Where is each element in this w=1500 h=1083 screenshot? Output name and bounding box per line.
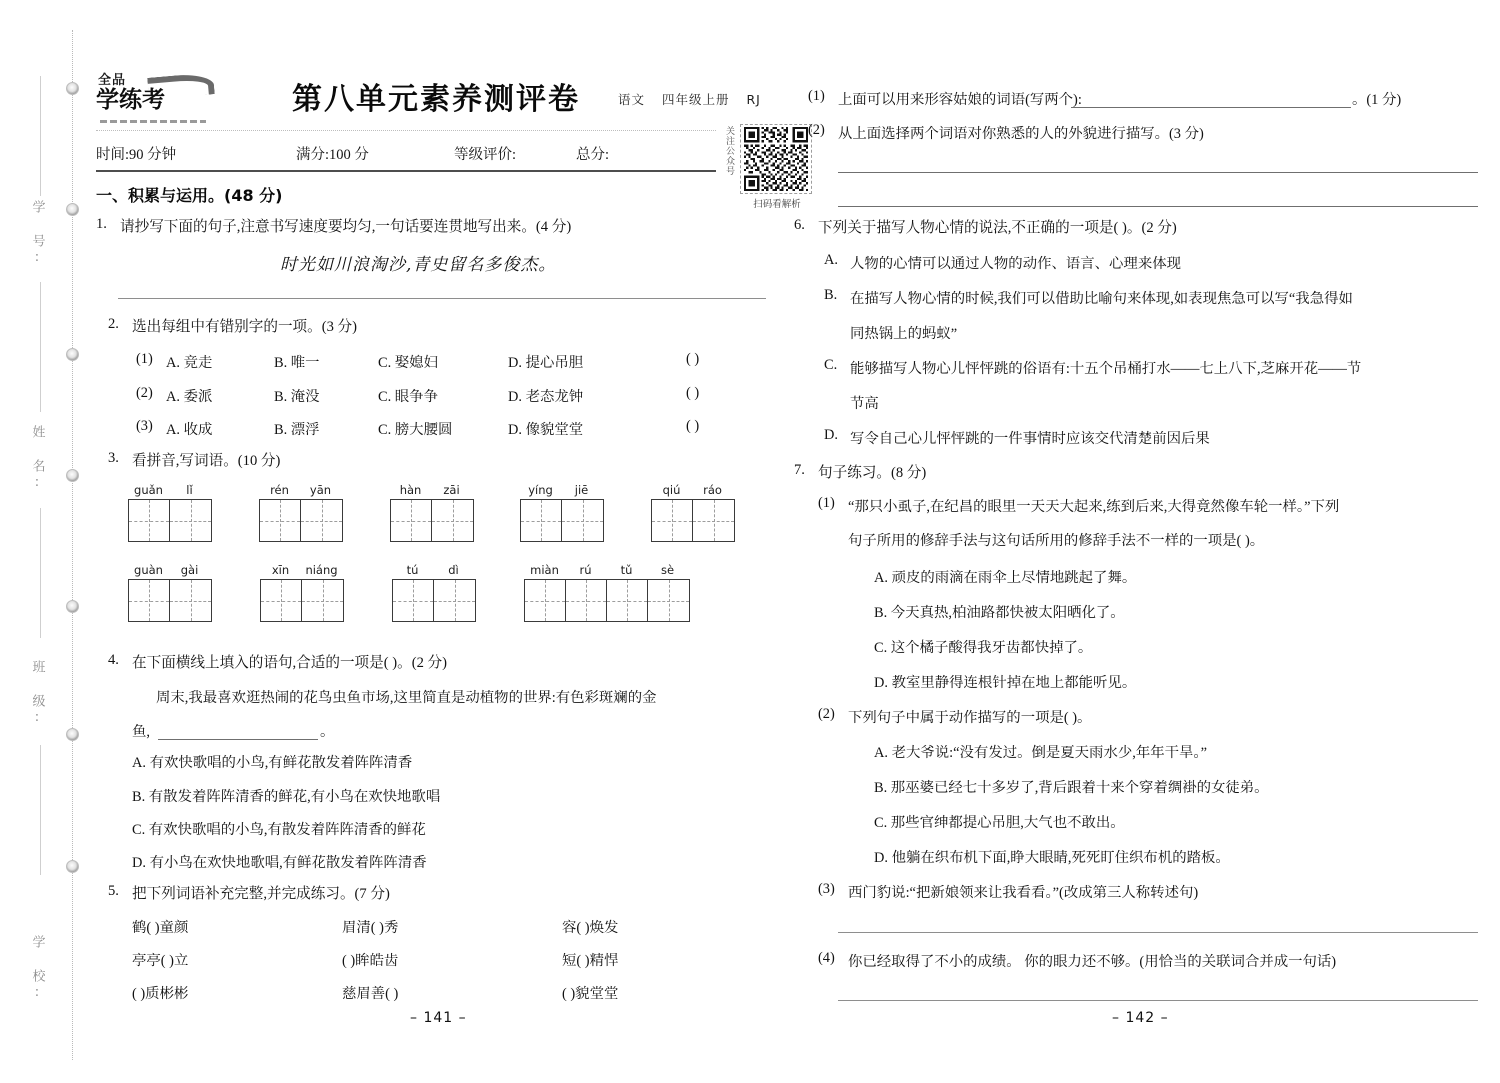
question-5-text: 把下列词语补充完整,并完成练习。(7 分): [132, 886, 390, 902]
question-2-row-label: (1): [136, 351, 153, 367]
character-grid[interactable]: [392, 579, 476, 622]
margin-label: 姓 名:: [29, 425, 45, 493]
character-grid[interactable]: [128, 499, 212, 542]
margin-field-school: [14, 935, 60, 1008]
margin-field-class: [14, 660, 60, 733]
question-6-option-label: A.: [824, 252, 838, 268]
pinyin-word-group[interactable]: [128, 563, 212, 622]
pinyin-syllable: miàn: [530, 563, 559, 577]
question-5-sub2-answer-line[interactable]: [838, 172, 1478, 173]
page-number-right: – 142 –: [1112, 1010, 1169, 1026]
pinyin-syllable: rén: [270, 483, 289, 497]
question-2-option-a[interactable]: A. 委派: [166, 389, 213, 405]
pinyin-syllable: hàn: [399, 483, 422, 497]
pinyin-labels: [128, 483, 212, 499]
question-7-sub1-option[interactable]: A. 顽皮的雨滴在雨伞上尽情地跳起了舞。: [874, 570, 1137, 586]
pinyin-word-group[interactable]: [520, 483, 604, 542]
question-2-option-a[interactable]: A. 竞走: [166, 355, 213, 371]
brand-underbar: [100, 120, 206, 123]
pinyin-labels: [651, 483, 735, 499]
character-cell[interactable]: [301, 500, 342, 541]
question-6-option-b-cont: 同热锅上的蚂蚁”: [850, 326, 958, 342]
subject-name: 语文: [618, 92, 646, 107]
question-5-sub2-answer-line[interactable]: [838, 206, 1478, 207]
character-grid[interactable]: [128, 579, 212, 622]
question-2-option-b[interactable]: B. 淹没: [274, 389, 320, 405]
question-6-number: 6.: [794, 217, 805, 233]
question-4-option[interactable]: C. 有欢快歌唱的小鸟,有散发着阵阵清香的鲜花: [132, 822, 426, 838]
character-cell[interactable]: [652, 500, 693, 541]
question-3-number: 3.: [108, 450, 119, 466]
character-cell[interactable]: [562, 500, 603, 541]
question-6-option-label: B.: [824, 287, 838, 303]
pinyin-grid-row-1[interactable]: [128, 483, 735, 542]
page-141-column: [82, 0, 801, 1083]
question-6-option-c-cont: 节高: [850, 396, 879, 412]
character-cell[interactable]: [129, 580, 170, 621]
question-7-sub3-answer-line[interactable]: [838, 932, 1478, 933]
question-2-answer-blank[interactable]: ( ): [686, 418, 700, 434]
question-2-option-b[interactable]: B. 漂浮: [274, 422, 320, 438]
question-7-sub2-option[interactable]: B. 那巫婆已经七十多岁了,背后跟着十来个穿着绸褂的女徒弟。: [874, 780, 1269, 796]
question-3-text: 看拼音,写词语。(10 分): [132, 453, 281, 469]
page-title: 第八单元素养测评卷: [292, 82, 580, 117]
subject-info: [618, 90, 773, 108]
question-6-option-label: D.: [824, 427, 838, 443]
pinyin-labels: [259, 483, 343, 499]
question-4-blank-line[interactable]: [158, 739, 318, 740]
question-1-answer-line[interactable]: [118, 298, 766, 299]
edition-name: RJ: [746, 92, 761, 107]
pinyin-syllable: tǔ: [620, 563, 633, 577]
pinyin-labels: [392, 563, 476, 579]
question-5-sub2-label: (2): [808, 122, 825, 138]
pinyin-word-group[interactable]: [259, 483, 343, 542]
question-5-sub1-suffix: 。(1 分): [1352, 92, 1402, 108]
question-7-sub2-option[interactable]: A. 老大爷说:“没有发过。倒是夏天雨水少,年年干旱。”: [874, 745, 1207, 761]
word-blank[interactable]: 容( )焕发: [562, 920, 619, 936]
word-blank[interactable]: 慈眉善( ): [342, 986, 399, 1002]
brand-logo-main: 学练考: [96, 87, 165, 113]
qr-follow-label: 关注公众号: [724, 126, 734, 176]
character-grid[interactable]: [260, 579, 344, 622]
pinyin-syllable: guǎn: [134, 483, 163, 497]
question-7-sub1-option[interactable]: C. 这个橘子酸得我牙齿都快掉了。: [874, 640, 1093, 656]
word-blank[interactable]: 亭亭( )立: [132, 953, 189, 969]
question-7-sub2-option[interactable]: D. 他躺在织布机下面,睁大眼睛,死死盯住织布机的踏板。: [874, 850, 1230, 866]
pinyin-word-group[interactable]: [651, 483, 735, 542]
margin-field-name: [14, 425, 60, 498]
question-2-option-a[interactable]: A. 收成: [166, 422, 213, 438]
punch-hole-icon: [66, 860, 79, 873]
header-dotted-divider: [96, 130, 716, 131]
question-2-option-c[interactable]: C. 娶媳妇: [378, 355, 438, 371]
word-row: [132, 916, 752, 949]
question-4-passage-line2-suffix: 。: [320, 724, 335, 740]
margin-field-student-id: [14, 200, 60, 273]
question-4-option[interactable]: B. 有散发着阵阵清香的鲜花,有小鸟在欢快地歌唱: [132, 789, 441, 805]
sheet: [82, 0, 1500, 1083]
pinyin-syllable: gài: [180, 563, 199, 577]
pinyin-labels: [128, 563, 212, 579]
pinyin-labels: [390, 483, 474, 499]
pinyin-syllable: yíng: [528, 483, 553, 497]
pinyin-word-group[interactable]: [128, 483, 212, 542]
question-7-sub4-answer-line[interactable]: [838, 1000, 1478, 1001]
brand-logo: [96, 74, 214, 124]
character-cell[interactable]: [302, 580, 343, 621]
character-cell[interactable]: [432, 500, 473, 541]
word-blank[interactable]: 鹤( )童颜: [132, 920, 189, 936]
question-7-sub4-text: 你已经取得了不小的成绩。 你的眼力还不够。(用恰当的关联词合并成一句话): [848, 954, 1337, 970]
word-row: [132, 949, 752, 982]
question-7-sub3-text: 西门豹说:“把新娘领来让我看看。”(改成第三人称转述句): [848, 885, 1199, 901]
question-5-sub2-text: 从上面选择两个词语对你熟悉的人的外貌进行描写。(3 分): [838, 126, 1204, 142]
question-2-answer-blank[interactable]: ( ): [686, 351, 700, 367]
character-grid[interactable]: [390, 499, 474, 542]
question-5-sub1-label: (1): [808, 88, 825, 104]
question-4-option[interactable]: A. 有欢快歌唱的小鸟,有鲜花散发着阵阵清香: [132, 755, 413, 771]
question-7-sub4-label: (4): [818, 950, 835, 966]
question-2-answer-blank[interactable]: ( ): [686, 385, 700, 401]
question-1-text: 请抄写下面的句子,注意书写速度要均匀,一句话要连贯地写出来。(4 分): [120, 219, 572, 235]
pinyin-labels: [260, 563, 344, 579]
question-5-number: 5.: [108, 883, 119, 899]
character-cell[interactable]: [391, 500, 432, 541]
question-7-sub1-option[interactable]: B. 今天真热,柏油路都快被太阳晒化了。: [874, 605, 1125, 621]
pinyin-syllable: jiē: [574, 483, 589, 497]
margin-label: 班 级:: [29, 660, 45, 728]
exam-total-score: 总分:: [576, 147, 610, 163]
qr-caption: 扫码看解析: [753, 199, 801, 210]
word-blank[interactable]: 眉清( )秀: [342, 920, 399, 936]
pinyin-syllable: tú: [406, 563, 419, 577]
question-6-option-a[interactable]: 人物的心情可以通过人物的动作、语言、心理来体现: [850, 256, 1181, 272]
question-7-sub2-label: (2): [818, 706, 835, 722]
word-blank[interactable]: ( )质彬彬: [132, 986, 189, 1002]
question-4-option[interactable]: D. 有小鸟在欢快地歌唱,有鲜花散发着阵阵清香: [132, 855, 427, 871]
pinyin-labels: [524, 563, 690, 579]
question-6-option-b[interactable]: 在描写人物心情的时候,我们可以借助比喻句来体现,如表现焦急可以写“我急得如: [850, 291, 1353, 307]
word-blank[interactable]: ( )眸皓齿: [342, 953, 399, 969]
word-blank[interactable]: ( )貌堂堂: [562, 986, 619, 1002]
question-4-text: 在下面横线上填入的语句,合适的一项是( )。(2 分): [132, 655, 447, 671]
pinyin-syllable: qiú: [662, 483, 681, 497]
character-grid[interactable]: [524, 579, 690, 622]
pinyin-syllable: rú: [579, 563, 592, 577]
character-cell[interactable]: [693, 500, 734, 541]
question-6-option-label: C.: [824, 357, 838, 373]
question-4-number: 4.: [108, 652, 119, 668]
character-cell[interactable]: [261, 580, 302, 621]
question-7-sub1-line1: “那只小虱子,在纪昌的眼里一天天大起来,练到后来,大得竟然像车轮一样。”下列: [848, 499, 1340, 515]
question-7-sub2-text: 下列句子中属于动作描写的一项是( )。: [848, 710, 1092, 726]
pinyin-grid-row-2[interactable]: [128, 563, 690, 622]
question-2-number: 2.: [108, 316, 119, 332]
question-5-sub1-text: 上面可以用来形容姑娘的词语(写两个):: [838, 92, 1082, 108]
punch-hole-icon: [66, 203, 79, 216]
question-7-sub1-label: (1): [818, 495, 835, 511]
character-cell[interactable]: [260, 500, 301, 541]
pinyin-syllable: xīn: [271, 563, 290, 577]
character-cell[interactable]: [170, 580, 211, 621]
pinyin-word-group[interactable]: [524, 563, 690, 622]
character-grid[interactable]: [520, 499, 604, 542]
character-cell[interactable]: [566, 580, 607, 621]
question-1-sentence: 时光如川浪淘沙,青史留名多俊杰。: [280, 255, 557, 275]
page-142-column: [794, 0, 1494, 1083]
page-number-left: – 141 –: [410, 1010, 467, 1026]
question-2-option-d[interactable]: D. 提心吊胆: [508, 355, 584, 371]
question-7-sub1-option[interactable]: D. 教室里静得连根针掉在地上都能听见。: [874, 675, 1137, 691]
question-5-sub1-answer-line[interactable]: [1071, 107, 1351, 108]
question-1-number: 1.: [96, 216, 107, 232]
binding-margin: [0, 0, 82, 1083]
section-heading-1: 一、积累与运用。(48 分): [96, 186, 283, 205]
punch-hole-icon: [66, 82, 79, 95]
character-cell[interactable]: [648, 580, 689, 621]
punch-hole-icon: [66, 469, 79, 482]
margin-rule: [40, 745, 41, 875]
pinyin-syllable: niáng: [305, 563, 338, 577]
pinyin-syllable: sè: [660, 563, 675, 577]
header-rule: [96, 170, 716, 172]
exam-time: 时间:90 分钟: [96, 147, 177, 163]
question-7-sub3-label: (3): [818, 881, 835, 897]
question-5-word-table: [132, 916, 752, 1015]
punch-hole-icon: [66, 600, 79, 613]
exam-info-row: [96, 140, 716, 166]
question-6-option-c[interactable]: 能够描写人物心儿怦怦跳的俗语有:十五个吊桶打水——七上八下,芝麻开花——节: [850, 361, 1362, 377]
character-cell[interactable]: [393, 580, 434, 621]
character-cell[interactable]: [170, 500, 211, 541]
character-cell[interactable]: [521, 500, 562, 541]
character-cell[interactable]: [525, 580, 566, 621]
character-grid[interactable]: [651, 499, 735, 542]
question-2-option-c[interactable]: C. 膀大腰圆: [378, 422, 453, 438]
word-blank[interactable]: 短( )精悍: [562, 953, 619, 969]
character-cell[interactable]: [607, 580, 648, 621]
punch-hole-icon: [66, 728, 79, 741]
question-7-sub1-line2: 句子所用的修辞手法与这句话所用的修辞手法不一样的一项是( )。: [848, 533, 1265, 549]
character-cell[interactable]: [129, 500, 170, 541]
question-2-option-c[interactable]: C. 眼争争: [378, 389, 438, 405]
question-2-row-label: (3): [136, 418, 153, 434]
question-7-sub2-option[interactable]: C. 那些官绅都提心吊胆,大气也不敢出。: [874, 815, 1125, 831]
pinyin-word-group[interactable]: [260, 563, 344, 622]
question-4-passage-line2-prefix: 鱼,: [132, 724, 150, 740]
pinyin-syllable: zāi: [443, 483, 460, 497]
pinyin-syllable: lǐ: [186, 483, 193, 497]
exam-full-score: 满分:100 分: [296, 147, 369, 163]
pinyin-word-group[interactable]: [390, 483, 474, 542]
brand-logo-top: 全品: [98, 73, 127, 88]
question-7-text: 句子练习。(8 分): [818, 465, 927, 481]
masthead: [96, 72, 768, 134]
exam-grade-eval: 等级评价:: [454, 147, 517, 163]
margin-label: 学 号:: [29, 200, 45, 268]
margin-rule: [40, 76, 41, 196]
question-7-number: 7.: [794, 462, 805, 478]
character-cell[interactable]: [434, 580, 475, 621]
punch-hole-icon: [66, 348, 79, 361]
question-6-text: 下列关于描写人物心情的说法,不正确的一项是( )。(2 分): [818, 220, 1177, 236]
question-6-option-d[interactable]: 写令自己心儿怦怦跳的一件事情时应该交代清楚前因后果: [850, 431, 1210, 447]
question-2-text: 选出每组中有错别字的一项。(3 分): [132, 319, 357, 335]
character-grid[interactable]: [259, 499, 343, 542]
pinyin-word-group[interactable]: [392, 563, 476, 622]
pinyin-syllable: ráo: [703, 483, 722, 497]
pinyin-labels: [520, 483, 604, 499]
question-2-row-label: (2): [136, 385, 153, 401]
pinyin-syllable: dì: [448, 563, 459, 577]
pinyin-syllable: guàn: [134, 563, 163, 577]
grade-name: 四年级上册: [662, 92, 730, 107]
pinyin-syllable: yān: [309, 483, 332, 497]
binding-holes: [66, 0, 82, 1083]
margin-rule: [40, 508, 41, 638]
margin-label: 学 校:: [29, 935, 45, 1003]
question-4-passage-line1: 周末,我最喜欢逛热闹的花鸟虫鱼市场,这里简直是动植物的世界:有色彩斑斓的金: [156, 690, 657, 706]
question-2-option-b[interactable]: B. 唯一: [274, 355, 320, 371]
margin-rule: [40, 282, 41, 412]
question-2-option-d[interactable]: D. 像貌堂堂: [508, 422, 584, 438]
question-2-option-d[interactable]: D. 老态龙钟: [508, 389, 584, 405]
